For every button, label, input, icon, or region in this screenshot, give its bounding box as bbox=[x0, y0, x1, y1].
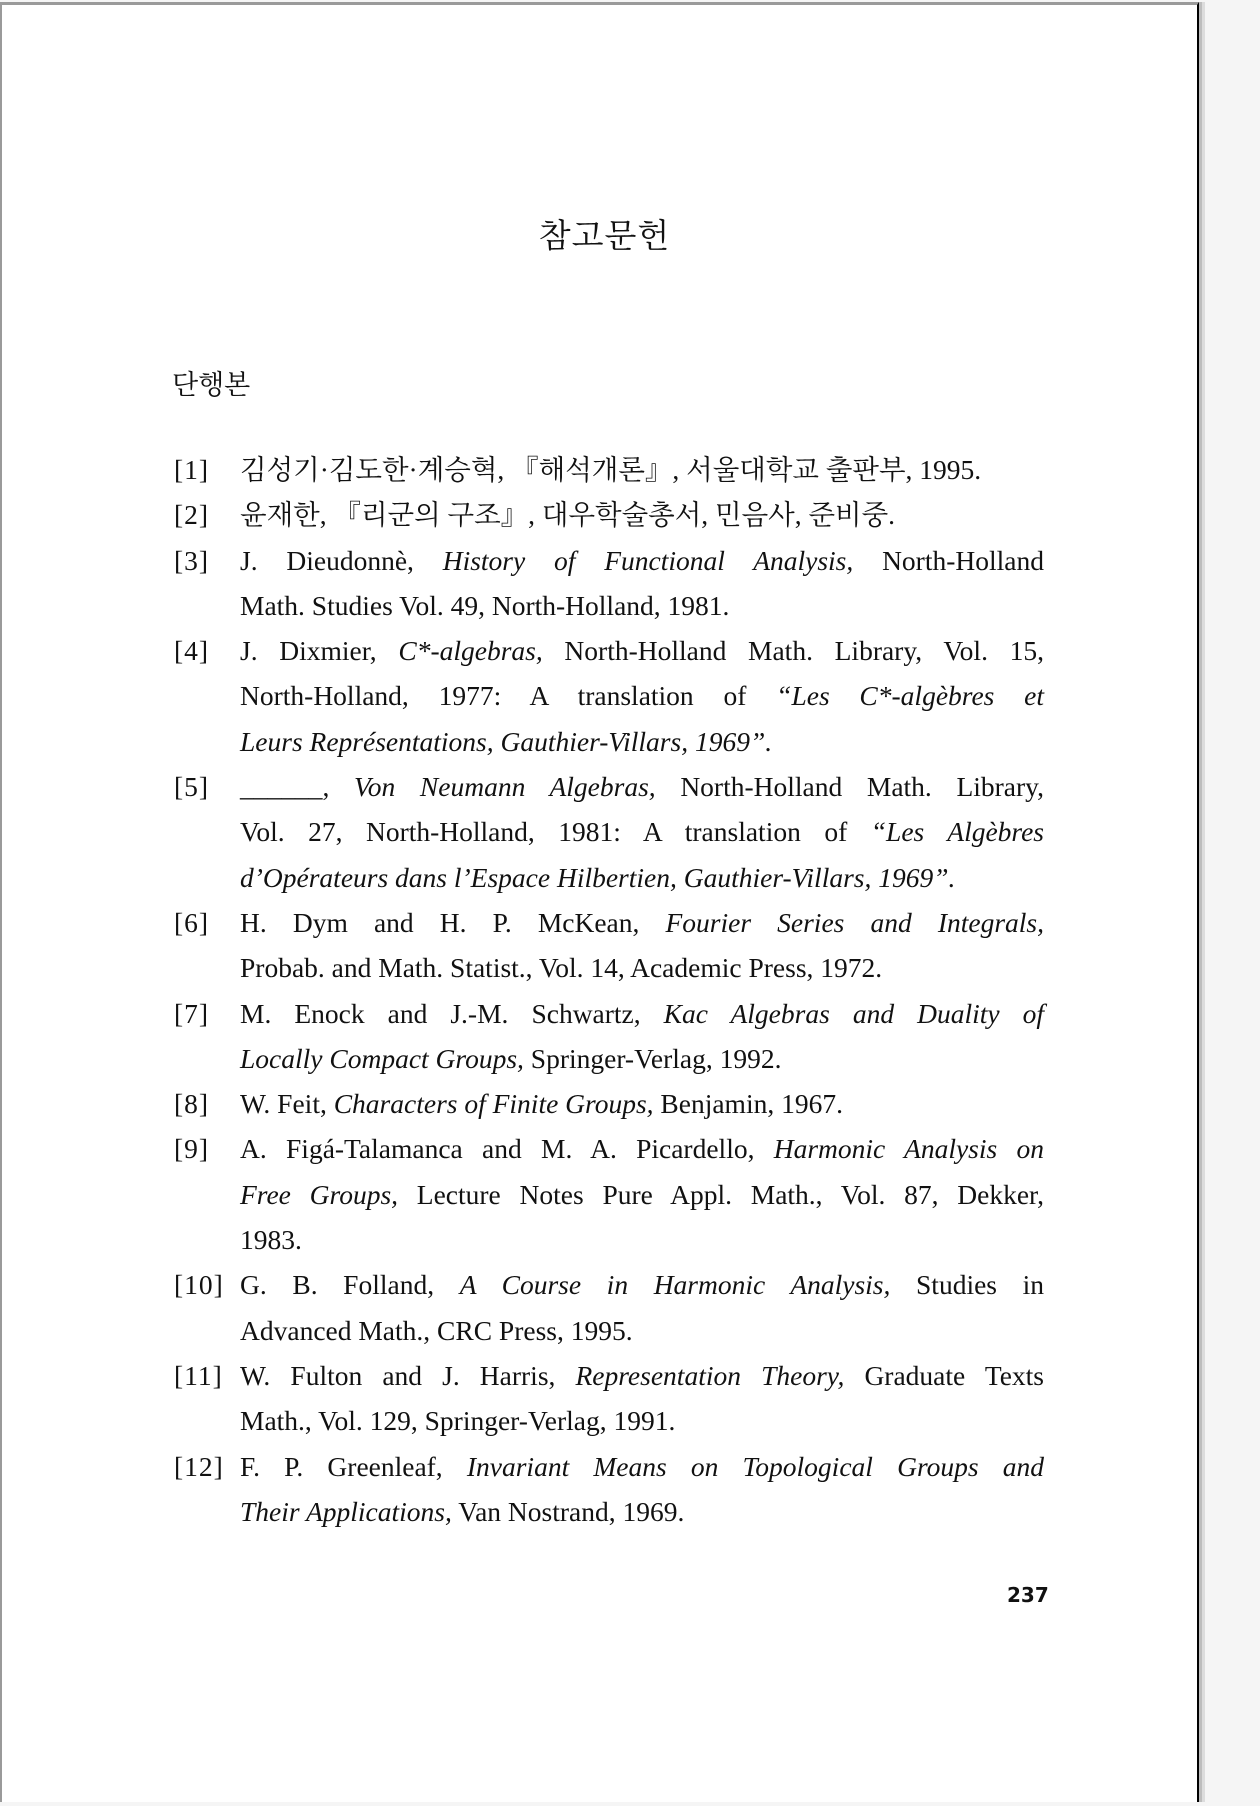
reference-number: [10] bbox=[174, 1269, 224, 1301]
reference-line bbox=[240, 628, 1044, 673]
reference-line bbox=[240, 945, 1044, 990]
reference-line bbox=[240, 1444, 1044, 1489]
reference-text bbox=[240, 1262, 1044, 1353]
italic-title: C*-algebras, bbox=[398, 635, 543, 667]
text-segment: 윤재한, 『리군의 구조』, 대우학술총서, 민음사, 준비중. bbox=[240, 499, 896, 531]
reference-line bbox=[240, 538, 1044, 583]
reference-line bbox=[240, 1398, 1044, 1443]
reference-number: [4] bbox=[174, 635, 210, 667]
text-segment: 1983. bbox=[240, 1224, 302, 1256]
reference-number: [9] bbox=[174, 1133, 210, 1165]
reference-entry bbox=[174, 1262, 1044, 1353]
reference-line bbox=[240, 1262, 1044, 1307]
reference-text bbox=[240, 900, 1044, 991]
text-segment: ______, bbox=[240, 771, 355, 803]
reference-text bbox=[240, 1126, 1044, 1262]
reference-entry bbox=[174, 991, 1044, 1082]
reference-entry bbox=[174, 1444, 1044, 1535]
reference-text bbox=[240, 538, 1044, 629]
reference-line bbox=[240, 1353, 1044, 1398]
reference-number: [12] bbox=[174, 1450, 224, 1482]
text-segment: Advanced Math., CRC Press, 1995. bbox=[240, 1314, 633, 1346]
italic-title: Fourier Series and Integrals, bbox=[665, 906, 1044, 938]
reference-number: [7] bbox=[174, 997, 210, 1029]
text-segment: North-Holland Math. Library, bbox=[655, 771, 1045, 803]
text-segment: J. Dixmier, bbox=[240, 635, 399, 667]
text-segment: Van Nostrand, 1969. bbox=[451, 1495, 685, 1527]
reference-entry bbox=[174, 900, 1044, 991]
italic-title: “Les C*-algèbres et bbox=[776, 680, 1044, 712]
reference-entry bbox=[174, 1353, 1044, 1444]
reference-text bbox=[240, 447, 1044, 492]
text-segment: H. Dym and H. P. McKean, bbox=[240, 906, 666, 938]
document-page bbox=[0, 2, 1199, 1802]
section-heading: 단행본 bbox=[172, 370, 251, 401]
italic-title: “Les Algèbres bbox=[870, 816, 1045, 848]
italic-title: Representation Theory, bbox=[575, 1359, 845, 1391]
italic-title: Characters of Finite Groups, bbox=[333, 1088, 654, 1120]
reference-line bbox=[240, 673, 1044, 718]
text-segment: North-Holland, 1977: A translation of bbox=[240, 680, 777, 712]
reference-line bbox=[240, 809, 1044, 854]
text-segment: W. Fulton and J. Harris, bbox=[240, 1359, 576, 1391]
text-segment: J. Dieudonnè, bbox=[240, 544, 443, 576]
reference-line bbox=[240, 1172, 1044, 1217]
text-segment: Benjamin, 1967. bbox=[653, 1088, 843, 1120]
italic-title: Invariant Means on Topological Groups and bbox=[466, 1450, 1044, 1482]
reference-text bbox=[240, 991, 1044, 1082]
text-segment: G. B. Folland, bbox=[240, 1269, 460, 1301]
italic-title: History of Functional Analysis, bbox=[442, 544, 854, 576]
italic-title: Harmonic Analysis on bbox=[773, 1133, 1044, 1165]
reference-line bbox=[240, 583, 1044, 628]
reference-entry bbox=[174, 1126, 1044, 1262]
text-segment: Math. Studies Vol. 49, North-Holland, 1981. bbox=[240, 589, 730, 621]
text-segment: Math., Vol. 129, Springer-Verlag, 1991. bbox=[240, 1405, 676, 1437]
text-segment: North-Holland Math. Library, Vol. 15, bbox=[542, 635, 1045, 667]
text-segment: W. Feit, bbox=[240, 1088, 334, 1120]
text-segment: Vol. 27, North-Holland, 1981: A translation of bbox=[240, 816, 871, 848]
reference-text bbox=[240, 628, 1044, 764]
reference-text bbox=[240, 1353, 1044, 1444]
reference-number: [6] bbox=[174, 906, 210, 938]
reference-line bbox=[240, 764, 1044, 809]
text-segment: Springer-Verlag, 1992. bbox=[523, 1042, 782, 1074]
reference-line bbox=[240, 900, 1044, 945]
reference-line bbox=[240, 1126, 1044, 1171]
text-segment: F. P. Greenleaf, bbox=[240, 1450, 467, 1482]
reference-text bbox=[240, 764, 1044, 900]
italic-title: Von Neumann Algebras, bbox=[354, 771, 656, 803]
reference-entry bbox=[174, 628, 1044, 764]
italic-title: Kac Algebras and Duality of bbox=[663, 997, 1044, 1029]
italic-title: d’Opérateurs dans l’Espace Hilbertien, Gauthier-Villars, 1969”. bbox=[240, 861, 956, 893]
text-segment: Probab. and Math. Statist., Vol. 14, Academic Press, 1972. bbox=[240, 952, 883, 984]
reference-entry bbox=[174, 538, 1044, 629]
italic-title: Their Applications, bbox=[240, 1495, 452, 1527]
page-title: 참고문헌 bbox=[538, 216, 671, 255]
page-number: 237 bbox=[1007, 1583, 1049, 1607]
text-segment: North-Holland bbox=[853, 544, 1044, 576]
reference-text bbox=[240, 1444, 1044, 1535]
reference-line bbox=[240, 855, 1044, 900]
reference-line bbox=[240, 492, 1044, 537]
reference-line bbox=[240, 1217, 1044, 1262]
reference-entry bbox=[174, 1081, 1044, 1126]
text-segment: Graduate Texts bbox=[844, 1359, 1044, 1391]
text-segment: Lecture Notes Pure Appl. Math., Vol. 87, Dekker, bbox=[398, 1178, 1044, 1210]
italic-title: Leurs Représentations, Gauthier-Villars, 1969”. bbox=[240, 725, 773, 757]
reference-number: [11] bbox=[174, 1359, 223, 1391]
reference-number: [3] bbox=[174, 544, 210, 576]
reference-line bbox=[240, 719, 1044, 764]
reference-line bbox=[240, 1489, 1044, 1534]
reference-entry bbox=[174, 492, 1044, 537]
text-segment: M. Enock and J.-M. Schwartz, bbox=[240, 997, 664, 1029]
reference-number: [2] bbox=[174, 499, 210, 531]
reference-line bbox=[240, 447, 1044, 492]
italic-title: A Course in Harmonic Analysis, bbox=[459, 1269, 891, 1301]
reference-line bbox=[240, 1308, 1044, 1353]
italic-title: Locally Compact Groups, bbox=[240, 1042, 524, 1074]
reference-line bbox=[240, 1036, 1044, 1081]
reference-number: [5] bbox=[174, 771, 210, 803]
reference-text bbox=[240, 1081, 1044, 1126]
reference-entry bbox=[174, 764, 1044, 900]
reference-list bbox=[174, 447, 1044, 1534]
reference-entry bbox=[174, 447, 1044, 492]
reference-number: [1] bbox=[174, 454, 210, 485]
reference-text bbox=[240, 492, 1044, 537]
text-segment: Studies in bbox=[890, 1269, 1044, 1301]
reference-line bbox=[240, 991, 1044, 1036]
reference-number: [8] bbox=[174, 1088, 210, 1120]
text-segment: A. Figá-Talamanca and M. A. Picardello, bbox=[240, 1133, 774, 1165]
text-segment: 김성기·김도한·계승혁, 『해석개론』, 서울대학교 출판부, 1995. bbox=[240, 454, 982, 485]
italic-title: Free Groups, bbox=[240, 1178, 399, 1210]
reference-line bbox=[240, 1081, 1044, 1126]
